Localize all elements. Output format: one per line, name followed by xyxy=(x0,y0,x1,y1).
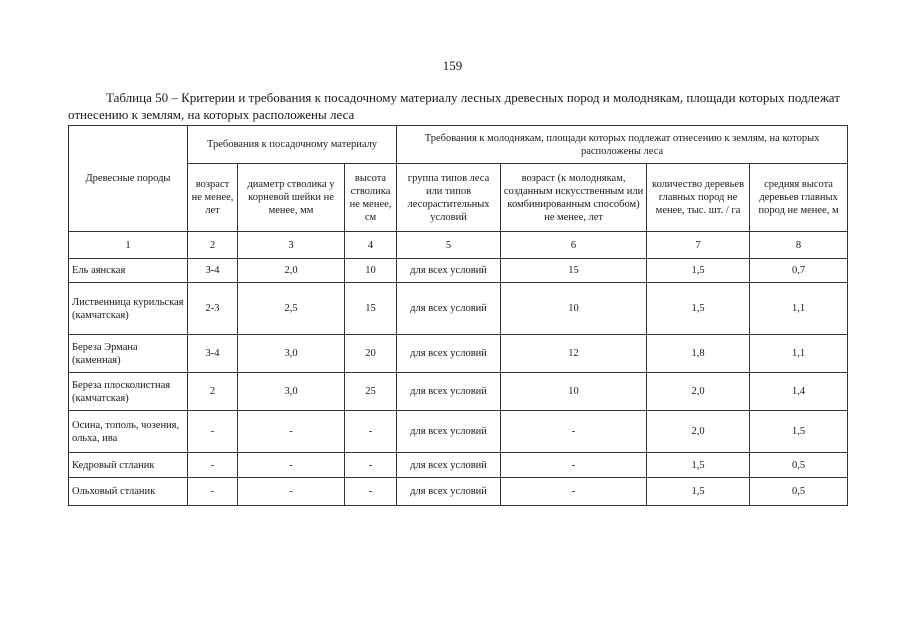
table-cell: 0,7 xyxy=(750,259,848,283)
table-cell: 3-4 xyxy=(188,259,238,283)
table-cell: 2 xyxy=(188,373,238,411)
table-cell: - xyxy=(501,453,647,478)
table-row xyxy=(69,283,848,335)
table-cell: - xyxy=(188,478,238,506)
species-header: Древесные породы xyxy=(69,126,188,232)
table-row xyxy=(69,259,848,283)
table-cell: - xyxy=(501,411,647,453)
column-number: 8 xyxy=(750,232,848,259)
column-header: количество деревьев главных пород не менее, тыс. шт. / га xyxy=(647,164,750,232)
table-cell: для всех условий xyxy=(397,283,501,335)
table-cell: - xyxy=(345,411,397,453)
table-cell: 15 xyxy=(501,259,647,283)
table-cell: 25 xyxy=(345,373,397,411)
column-header: возраст не менее, лет xyxy=(188,164,238,232)
table-row xyxy=(69,373,848,411)
table-cell: 1,1 xyxy=(750,335,848,373)
species-cell: Береза Эрмана (каменная) xyxy=(69,335,188,373)
table-cell: 2,0 xyxy=(238,259,345,283)
table-cell: - xyxy=(345,453,397,478)
table-cell: 1,5 xyxy=(750,411,848,453)
page-number: 159 xyxy=(442,58,463,73)
table-cell: - xyxy=(238,411,345,453)
table-row xyxy=(69,411,848,453)
species-cell: Береза плосколистная (камчатская) xyxy=(69,373,188,411)
table-cell: 2-3 xyxy=(188,283,238,335)
table-cell: 1,5 xyxy=(647,259,750,283)
column-header: группа типов леса или типов лесорастительных условий xyxy=(397,164,501,232)
table-cell: 3-4 xyxy=(188,335,238,373)
criteria-table xyxy=(68,125,848,506)
table-cell: - xyxy=(188,411,238,453)
table-cell: 2,5 xyxy=(238,283,345,335)
table-cell: 3,0 xyxy=(238,373,345,411)
table-cell: 12 xyxy=(501,335,647,373)
column-header: высота стволика не менее, см xyxy=(345,164,397,232)
table-cell: 0,5 xyxy=(750,453,848,478)
table-cell: 3,0 xyxy=(238,335,345,373)
species-cell: Осина, тополь, чозения, ольха, ива xyxy=(69,411,188,453)
table-cell: 1,5 xyxy=(647,453,750,478)
table-cell: 15 xyxy=(345,283,397,335)
column-number: 1 xyxy=(69,232,188,259)
table-cell: 10 xyxy=(501,373,647,411)
table-cell: - xyxy=(188,453,238,478)
table-cell: 1,8 xyxy=(647,335,750,373)
table-cell: - xyxy=(238,453,345,478)
species-cell: Кедровый стланик xyxy=(69,453,188,478)
column-header: возраст (к молоднякам, созданным искусственным или комбинированным способом) не менее, лет xyxy=(501,164,647,232)
table-caption: Таблица 50 – Критерии и требования к посадочному материалу лесных древесных пород и молоднякам, площади которых подлежат отнесению к землям, на которых расположены леса xyxy=(68,90,840,122)
table-cell: 1,5 xyxy=(647,478,750,506)
species-cell: Ольховый стланик xyxy=(69,478,188,506)
table-cell: - xyxy=(345,478,397,506)
table-cell: - xyxy=(501,478,647,506)
species-cell: Лиственница курильская (камчатская) xyxy=(69,283,188,335)
table-cell: 10 xyxy=(501,283,647,335)
table-cell: 1,1 xyxy=(750,283,848,335)
column-number-row xyxy=(69,232,848,259)
column-number: 7 xyxy=(647,232,750,259)
table-cell: 20 xyxy=(345,335,397,373)
table-cell: для всех условий xyxy=(397,259,501,283)
table-row xyxy=(69,453,848,478)
column-header: средняя высота деревьев главных пород не менее, м xyxy=(750,164,848,232)
table-cell: 2,0 xyxy=(647,411,750,453)
table-cell: для всех условий xyxy=(397,453,501,478)
species-cell: Ель аянская xyxy=(69,259,188,283)
young-stand-header: Требования к молоднякам, площади которых подлежат отнесению к землям, на которых расположены леса xyxy=(397,126,848,164)
table-cell: 0,5 xyxy=(750,478,848,506)
column-number: 6 xyxy=(501,232,647,259)
column-header: диаметр стволика у корневой шейки не менее, мм xyxy=(238,164,345,232)
column-number: 2 xyxy=(188,232,238,259)
table-row xyxy=(69,335,848,373)
table-cell: 1,5 xyxy=(647,283,750,335)
column-number: 3 xyxy=(238,232,345,259)
column-number: 5 xyxy=(397,232,501,259)
table-cell: - xyxy=(238,478,345,506)
table-row xyxy=(69,478,848,506)
table-cell: для всех условий xyxy=(397,335,501,373)
planting-material-header: Требования к посадочному материалу xyxy=(188,126,397,164)
column-number: 4 xyxy=(345,232,397,259)
table-cell: 2,0 xyxy=(647,373,750,411)
table-cell: для всех условий xyxy=(397,478,501,506)
table-cell: 1,4 xyxy=(750,373,848,411)
table-cell: 10 xyxy=(345,259,397,283)
table-cell: для всех условий xyxy=(397,373,501,411)
table-cell: для всех условий xyxy=(397,411,501,453)
